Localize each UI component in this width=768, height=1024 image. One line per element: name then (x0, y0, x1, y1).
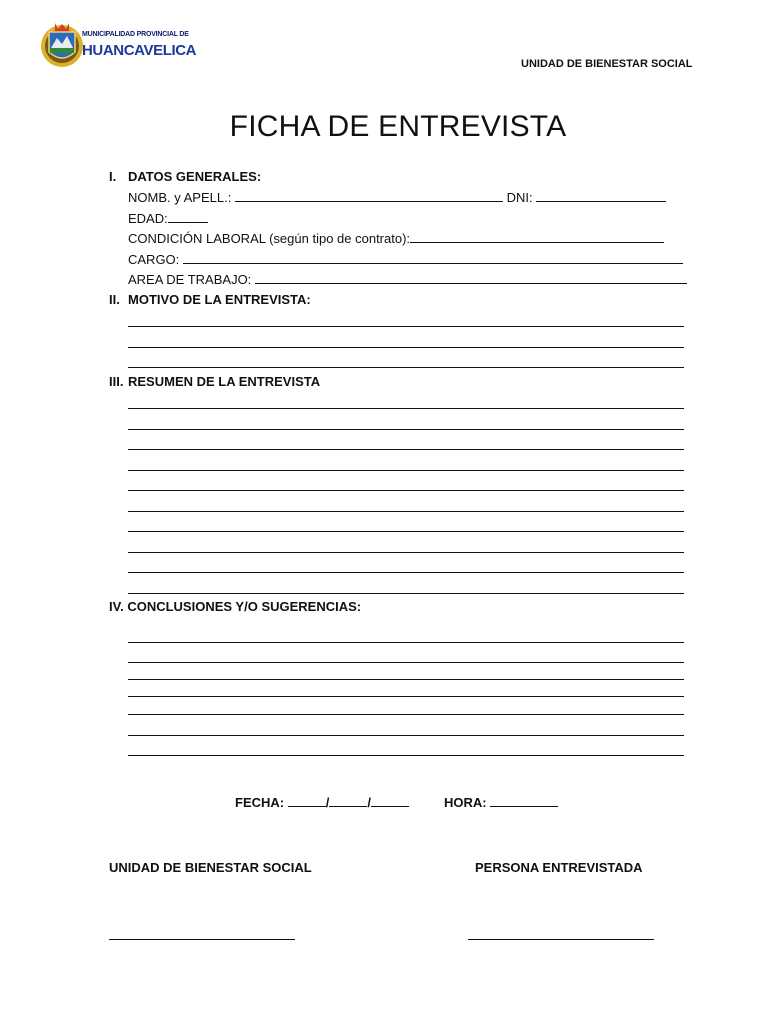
summary-line[interactable] (128, 408, 684, 409)
date-separator: / (325, 795, 330, 810)
conclusions-line[interactable] (128, 662, 684, 663)
month-blank[interactable] (329, 794, 367, 807)
time-label: HORA: (444, 795, 487, 810)
name-blank[interactable] (235, 189, 503, 202)
section-4-title: CONCLUSIONES Y/O SUGERENCIAS: (127, 599, 362, 614)
area-field[interactable] (128, 271, 687, 288)
logo-text-top: MUNICIPALIDAD PROVINCIAL DE (82, 31, 189, 38)
motive-line[interactable] (128, 326, 684, 327)
signature-right-line[interactable] (468, 939, 654, 940)
area-blank[interactable] (255, 271, 687, 284)
age-label: EDAD: (128, 211, 168, 226)
position-field[interactable] (128, 251, 683, 268)
conclusions-line[interactable] (128, 755, 684, 756)
conclusions-line[interactable] (128, 714, 684, 715)
summary-line[interactable] (128, 511, 684, 512)
section-3-title: RESUMEN DE LA ENTREVISTA (128, 374, 321, 389)
section-1-title: DATOS GENERALES: (128, 169, 262, 184)
age-field[interactable] (128, 210, 208, 227)
time-field[interactable] (444, 794, 558, 811)
dni-blank[interactable] (536, 189, 666, 202)
date-field[interactable] (235, 794, 409, 811)
section-1-heading (109, 169, 261, 185)
signature-right-label: PERSONA ENTREVISTADA (475, 860, 643, 875)
position-blank[interactable] (183, 251, 683, 264)
section-3-number: III. (109, 374, 124, 389)
motive-line[interactable] (128, 367, 684, 368)
summary-line[interactable] (128, 531, 684, 532)
municipal-shield-emblem-icon (40, 18, 84, 74)
date-separator: / (367, 795, 371, 810)
condition-blank[interactable] (410, 230, 664, 243)
conclusions-line[interactable] (128, 696, 684, 697)
conclusions-line[interactable] (128, 642, 684, 643)
summary-line[interactable] (128, 490, 684, 491)
motive-line[interactable] (128, 347, 684, 348)
dni-label: DNI: (506, 190, 533, 205)
signature-left-label: UNIDAD DE BIENESTAR SOCIAL (109, 860, 312, 875)
year-blank[interactable] (371, 794, 409, 807)
signature-left-line[interactable] (109, 939, 295, 940)
section-4-heading (109, 599, 361, 615)
summary-line[interactable] (128, 429, 684, 430)
position-label: CARGO: (128, 252, 180, 267)
summary-line[interactable] (128, 449, 684, 450)
conclusions-line[interactable] (128, 679, 684, 680)
section-2-number: II. (109, 292, 120, 307)
area-label: AREA DE TRABAJO: (128, 272, 252, 287)
date-label: FECHA: (235, 795, 285, 810)
summary-line[interactable] (128, 593, 684, 594)
name-label: NOMB. y APELL.: (128, 190, 232, 205)
day-blank[interactable] (288, 794, 326, 807)
section-2-heading (109, 292, 311, 308)
conclusions-line[interactable] (128, 735, 684, 736)
condition-field[interactable] (128, 230, 664, 247)
document-title: FICHA DE ENTREVISTA (229, 110, 567, 143)
section-3-heading (109, 374, 320, 390)
section-1-number: I. (109, 169, 117, 184)
summary-line[interactable] (128, 552, 684, 553)
section-4-number: IV. (109, 599, 124, 614)
summary-line[interactable] (128, 470, 684, 471)
header-unit-label: UNIDAD DE BIENESTAR SOCIAL (521, 58, 693, 70)
section-2-title: MOTIVO DE LA ENTREVISTA: (128, 292, 311, 307)
age-blank[interactable] (168, 210, 208, 223)
condition-label: CONDICIÓN LABORAL (según tipo de contrato): (128, 231, 411, 246)
municipality-logo (34, 16, 204, 76)
time-blank[interactable] (490, 794, 558, 807)
logo-text-name: HUANCAVELICA (82, 42, 197, 59)
summary-line[interactable] (128, 572, 684, 573)
name-field[interactable] (128, 189, 666, 206)
